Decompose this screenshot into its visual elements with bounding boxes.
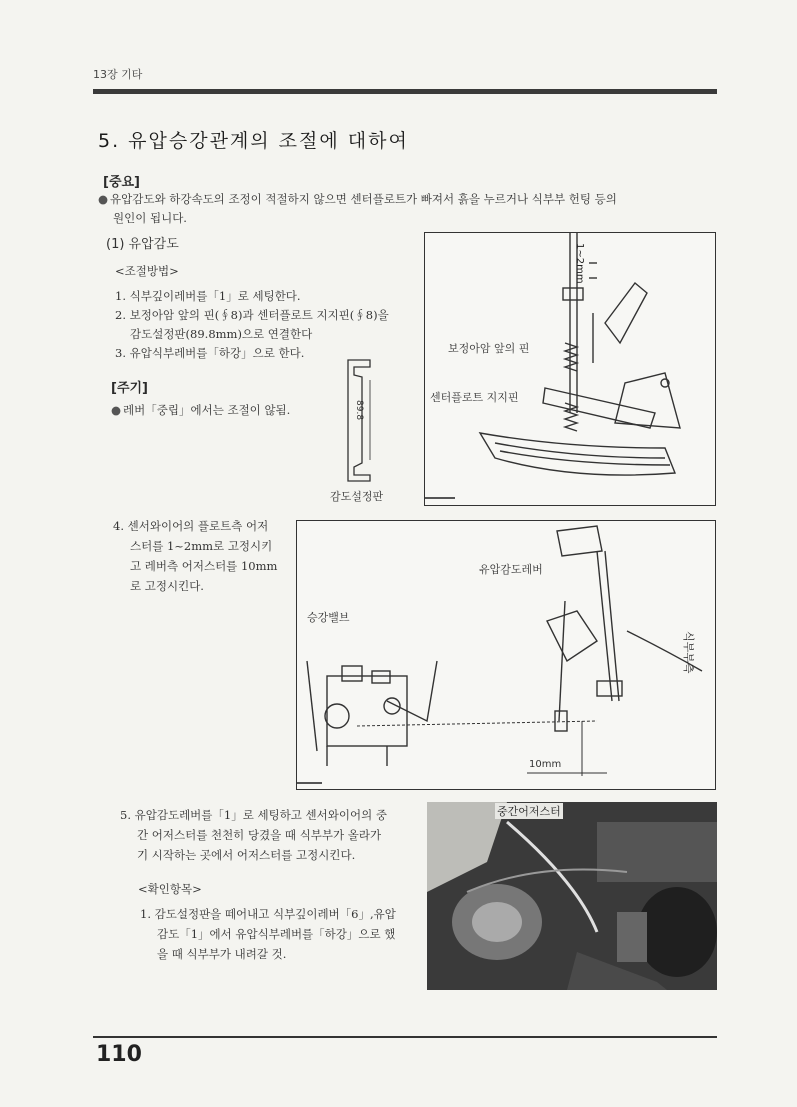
fig1-label-pin: 보정아암 앞의 핀 bbox=[448, 342, 530, 355]
note-heading: [주기] bbox=[111, 381, 148, 396]
fig1-dim: 1~2mm bbox=[574, 243, 585, 284]
step1-3: 3. 유압식부레버를「하강」으로 한다. bbox=[115, 346, 305, 360]
header-rule bbox=[93, 89, 717, 94]
important-text-line1: ● 유압감도와 하강속도의 조정이 적절하지 않으면 센터플로트가 빠져서 흙을 누르거나 식부부 헌팅 등의 bbox=[98, 190, 718, 209]
method-heading: <조절방법> bbox=[115, 264, 179, 278]
section-title: 5. 유압승강관계의 조절에 대하여 bbox=[98, 130, 409, 152]
fig2-dim: 10mm bbox=[529, 759, 562, 770]
check-heading: <확인항목> bbox=[138, 882, 202, 896]
photo-label: 중간어저스터 bbox=[497, 805, 561, 818]
figure-2 bbox=[296, 520, 716, 790]
plate-value: 89.8 bbox=[354, 400, 364, 421]
page-number: 110 bbox=[96, 1042, 142, 1067]
plate-drawing bbox=[340, 355, 380, 485]
step4-line4: 로 고정시킨다. bbox=[130, 579, 204, 593]
check-line2: 감도「1」에서 유압식부레버를「하강」으로 했 bbox=[157, 927, 396, 941]
step5-line2: 간 어저스터를 천천히 당겼을 때 식부부가 올라가 bbox=[137, 828, 382, 842]
fig1-label-support: 센터플로트 지지핀 bbox=[430, 391, 519, 404]
chapter-header: 13장 기타 bbox=[93, 68, 143, 81]
step1-2: 2. 보정아암 앞의 핀(∮8)과 센터플로트 지지핀(∮8)을 bbox=[115, 308, 389, 322]
step1-2b: 감도설정판(89.8mm)으로 연결한다 bbox=[130, 327, 313, 341]
figure-1 bbox=[424, 232, 716, 506]
step4-line3: 고 레버측 어저스터를 10mm bbox=[130, 559, 278, 573]
step5-line1: 5. 유압감도레버를「1」로 세팅하고 센서와이어의 중 bbox=[120, 808, 387, 822]
step1-1: 1. 식부깊이레버를「1」로 세팅한다. bbox=[115, 289, 301, 303]
fig2-label-side: 식부부측 bbox=[682, 631, 695, 674]
step4-line2: 스터를 1~2mm로 고정시키 bbox=[130, 539, 273, 553]
important-heading: [중요] bbox=[103, 175, 140, 190]
adjuster-photo bbox=[427, 802, 717, 990]
check-line3: 을 때 식부부가 내려갈 것. bbox=[157, 947, 287, 961]
fig2-label-valve: 승강밸브 bbox=[307, 611, 350, 624]
step4-line1: 4. 센서와이어의 플로트측 어저 bbox=[113, 519, 269, 533]
important-text-line2: 원인이 됩니다. bbox=[113, 211, 187, 225]
fig2-label-lever: 유압감도레버 bbox=[479, 563, 543, 576]
step5-line3: 기 시작하는 곳에서 어저스터를 고정시킨다. bbox=[137, 848, 356, 862]
check-line1: 1. 감도설정판을 떼어내고 식부깊이레버「6」,유압 bbox=[140, 907, 396, 921]
plate-label: 감도설정판 bbox=[330, 490, 384, 503]
footer-rule bbox=[93, 1036, 717, 1038]
sub1-heading: (1) 유압감도 bbox=[106, 237, 179, 252]
note-text: ● 레버「중립」에서는 조절이 않됨. bbox=[111, 401, 290, 420]
